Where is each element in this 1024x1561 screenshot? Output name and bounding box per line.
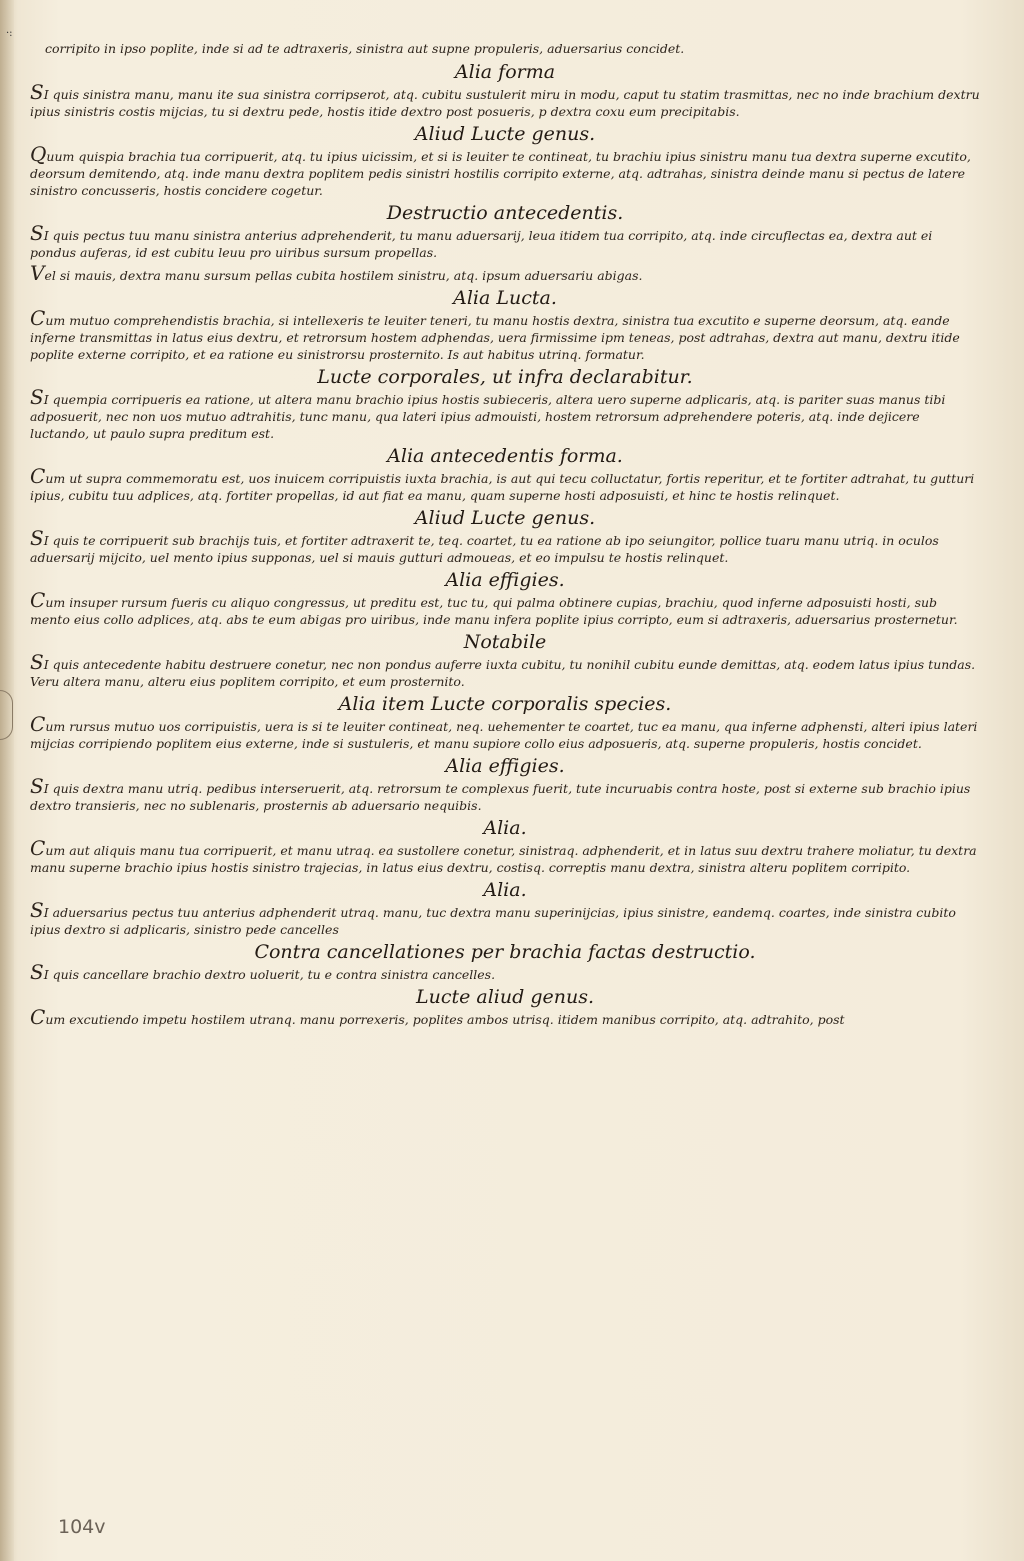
section <box>30 754 980 814</box>
section-heading: Notabile <box>463 631 547 653</box>
section-text: SI quis cancellare brachio dextro uoluerit, tu e contra sinistra cancelles. <box>30 960 496 984</box>
section <box>30 985 980 1028</box>
section-heading: Alia antecedentis forma. <box>387 445 623 467</box>
section <box>30 60 980 120</box>
section-heading: Alia. <box>483 817 527 839</box>
section <box>30 261 980 285</box>
section <box>30 816 980 876</box>
section <box>30 568 980 628</box>
section <box>30 365 980 442</box>
section-text: SI quempia corripueris ea ratione, ut altera manu brachio ipius hostis subieceris, altera uero superne adplicaris, atq. is pariter suas manus tibi adposuerit, nec non uos mutuo adtrahitis, tunc manu, qua lateri ipius admouisti, hostem retrorsum adprehendere poteris, atq. inde dejicere luctando, ut paulo supra preditum est. <box>30 385 946 441</box>
section-text: Cum insuper rursum fueris cu aliquo congressus, ut preditu est, tuc tu, qui palma obtinere cupias, brachiu, quod inferne adposuisti hosti, sub mento eius collo adplices, atq. abs te eum abigas pro uiribus, inde manu infera poplite ipius corripto, eum si adtraxeris, aduersarius prosternetur. <box>30 588 958 627</box>
folio-number: 104v <box>58 1516 106 1538</box>
section <box>30 444 980 504</box>
binding-loop <box>0 690 13 740</box>
section-heading: Alia. <box>483 879 527 901</box>
section-text: Cum mutuo comprehendistis brachia, si intellexeris te leuiter teneri, tu manu hostis dextra, sinistra tua excutito e superne deorsum, atq. eande inferne transmittas in latus eius dextru, et retrorsum hostem adphendas, uera firmissime ipm teneas, post adtrahas, dextra aut manu, dextru itide poplite externe corripito, et ea ratione eu sinistrorsu prosternito. Is aut habitus utrinq. formatur. <box>30 306 960 362</box>
text-block <box>30 40 980 1028</box>
section-heading: Aliud Lucte genus. <box>414 123 596 145</box>
section <box>30 122 980 199</box>
section-text: SI quis sinistra manu, manu ite sua sinistra corripserot, atq. cubitu sustulerit miru in modu, caput tu statim trasmittas, nec no inde brachium dextru ipius sinistris costis mijcias, tu si dextru pede, hostis itide dextro post posueris, p dextra coxu eum precipitabis. <box>30 80 980 119</box>
section-text: Cum ut supra commemoratu est, uos inuicem corripuistis iuxta brachia, is aut qui tecu colluctatur, fortis reperitur, et te fortiter adtrahat, tu gutturi ipius, cubitu tuu adplices, atq. fortiter propellas, id aut fiat ea manu, quam superne hosti adposuisti, et hinc te hostis relinquet. <box>30 464 975 503</box>
section-heading: Alia Lucta. <box>453 287 557 309</box>
section-heading: Alia item Lucte corporalis species. <box>338 693 672 715</box>
section-text: Vel si mauis, dextra manu sursum pellas cubita hostilem sinistru, atq. ipsum aduersariu abigas. <box>30 261 643 285</box>
section-text: SI quis pectus tuu manu sinistra anterius adprehenderit, tu manu aduersarij, leua itidem tua corripito, atq. inde circuflectas ea, dextra aut ei pondus auferas, id est cubitu leuu pro uiribus sursum propellas. <box>30 221 933 260</box>
section-heading: Lucte aliud genus. <box>415 986 594 1008</box>
section-heading: Contra cancellationes per brachia factas destructio. <box>254 941 756 963</box>
section-heading: Alia effigies. <box>445 569 565 591</box>
section-text: Cum rursus mutuo uos corripuistis, uera is si te leuiter contineat, neq. uehementer te coartet, tuc ea manu, qua inferne adphensti, alteri ipius lateri mijcias corripiendo poplitem eius externe, inde si sustuleris, et manu supiore collo eius adposueris, atq. superne propuleris, hostis concidet. <box>30 712 978 751</box>
section-text: SI aduersarius pectus tuu anterius adphenderit utraq. manu, tuc dextra manu superinijcias, ipius sinistre, eandemq. coartes, inde sinistra cubito ipius dextro si adplicaris, sinistro pede cancelles <box>30 898 956 937</box>
section <box>30 878 980 938</box>
section-heading: Alia effigies. <box>445 755 565 777</box>
section <box>30 630 980 690</box>
section-text: SI quis te corripuerit sub brachijs tuis, et fortiter adtraxerit te, teq. coartet, tu ea ratione ab ipo seiungitor, pollice tuaru manu utriq. in oculos aduersarij mijcito, uel mento ipius supponas, uel si mauis gutturi admoueas, et eo impulsu te hostis relinquet. <box>30 526 939 565</box>
section-heading: Alia forma <box>454 61 556 83</box>
section <box>30 201 980 261</box>
section-text: Quum quispia brachia tua corripuerit, atq. tu ipius uicissim, et si is leuiter te contineat, tu brachiu ipius sinistru manu tua dextra superne excutito, deorsum demitendo, atq. inde manu dextra poplitem pedis sinistri hostilis corripito externe, atq. adtrahas, sinistra deinde manu si pectus de latere sinistro concusseris, hostis concidere cogetur. <box>30 142 971 198</box>
section <box>30 286 980 363</box>
section-heading: Aliud Lucte genus. <box>414 507 596 529</box>
section <box>30 940 980 983</box>
page-binding-edge <box>0 0 14 1561</box>
section-text: Cum aut aliquis manu tua corripuerit, et manu utraq. ea sustollere conetur, sinistraq. adphenderit, et in latus suu dextru trahere moliatur, tu dextra manu superne brachio ipius hostis sinistro trajecias, in latus eius dextru, costisq. correptis manu dextra, sinistra alteru poplitem corripito. <box>30 836 977 875</box>
section-text: SI quis antecedente habitu destruere conetur, nec non pondus auferre iuxta cubitu, tu nonihil cubitu eunde demittas, atq. eodem latus ipius tundas. Veru altera manu, alteru eius poplitem corripito, et eum prosternito. <box>30 650 976 689</box>
corner-mark: ·: <box>6 28 13 39</box>
section-heading: Destructio antecedentis. <box>386 202 624 224</box>
section-heading: Lucte corporales, ut infra declarabitur. <box>317 366 693 388</box>
section-text: Cum excutiendo impetu hostilem utranq. manu porrexeris, poplites ambos utrisq. itidem manibus corripito, atq. adtrahito, post <box>30 1005 845 1029</box>
section-text: SI quis dextra manu utriq. pedibus interseruerit, atq. retrorsum te complexus fuerit, tute incuruabis contra hoste, post si externe sub brachio ipius dextro transieris, nec no sublenaris, prosternis ab aduersario nequibis. <box>30 774 971 813</box>
continuation-line: corripito in ipso poplite, inde si ad te adtraxeris, sinistra aut supne propuleris, aduersarius concidet. <box>45 41 685 56</box>
section <box>30 692 980 752</box>
section <box>30 506 980 566</box>
